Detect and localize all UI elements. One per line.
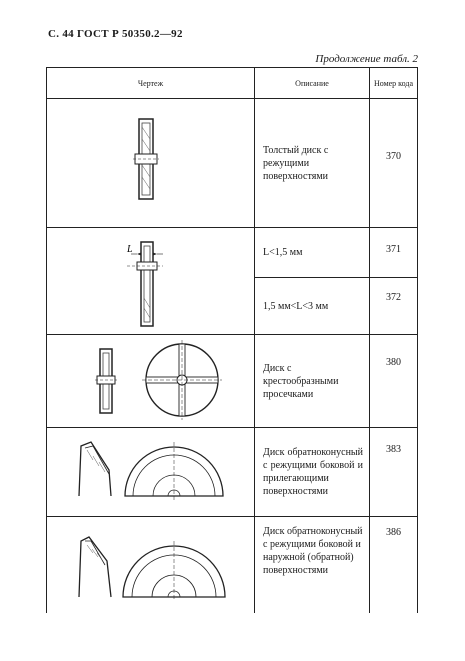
drawing-cell (47, 428, 255, 517)
description-cell: Диск с крестообразными просечками (255, 335, 370, 428)
cross-slotted-disc-drawing-icon (47, 335, 255, 427)
reverse-cone-disc-outer-drawing-icon (47, 517, 255, 613)
code-value: 383 (386, 444, 401, 455)
page-header: С. 44 ГОСТ Р 50350.2—92 (48, 28, 183, 40)
code-value: 370 (386, 151, 401, 162)
code-cell (370, 335, 418, 428)
table-row (47, 228, 418, 278)
description-cell: Диск обратноконусный с режущими боковой и прилегающими поверхностями (255, 428, 370, 517)
table-row (47, 335, 418, 428)
table-continuation-label: Продолжение табл. 2 (315, 53, 418, 65)
drawing-cell (47, 335, 255, 428)
column-header-drawing: Чертеж (47, 68, 255, 99)
code-cell (370, 517, 418, 614)
table-row (47, 99, 418, 228)
code-value: 386 (386, 527, 401, 538)
thin-disc-drawing-icon (47, 228, 255, 334)
table-header-row (47, 68, 418, 99)
code-value: 371 (386, 244, 401, 255)
instrument-table (46, 67, 418, 613)
reverse-cone-disc-drawing-icon (47, 428, 255, 516)
description-cell: Толстый диск с режущими поверхностями (255, 99, 370, 228)
drawing-cell (47, 517, 255, 614)
dimension-label: L (127, 244, 133, 255)
drawing-cell (47, 228, 255, 335)
drawing-cell (47, 99, 255, 228)
description-cell: Диск обратноконусный с режущими боковой и наружной (обратной) поверхностями (255, 517, 370, 614)
code-cell (370, 228, 418, 278)
table-row (47, 517, 418, 614)
code-value: 380 (386, 357, 401, 368)
description-cell: 1,5 мм<L<3 мм (255, 278, 370, 335)
column-header-description: Описание (255, 68, 370, 99)
column-header-code: Номер кода (370, 68, 418, 99)
code-value: 372 (386, 292, 401, 304)
code-cell (370, 278, 418, 335)
table-row (47, 428, 418, 517)
description-cell: L<1,5 мм (255, 228, 370, 278)
code-cell (370, 428, 418, 517)
thick-disc-drawing-icon (47, 99, 255, 227)
code-cell (370, 99, 418, 228)
